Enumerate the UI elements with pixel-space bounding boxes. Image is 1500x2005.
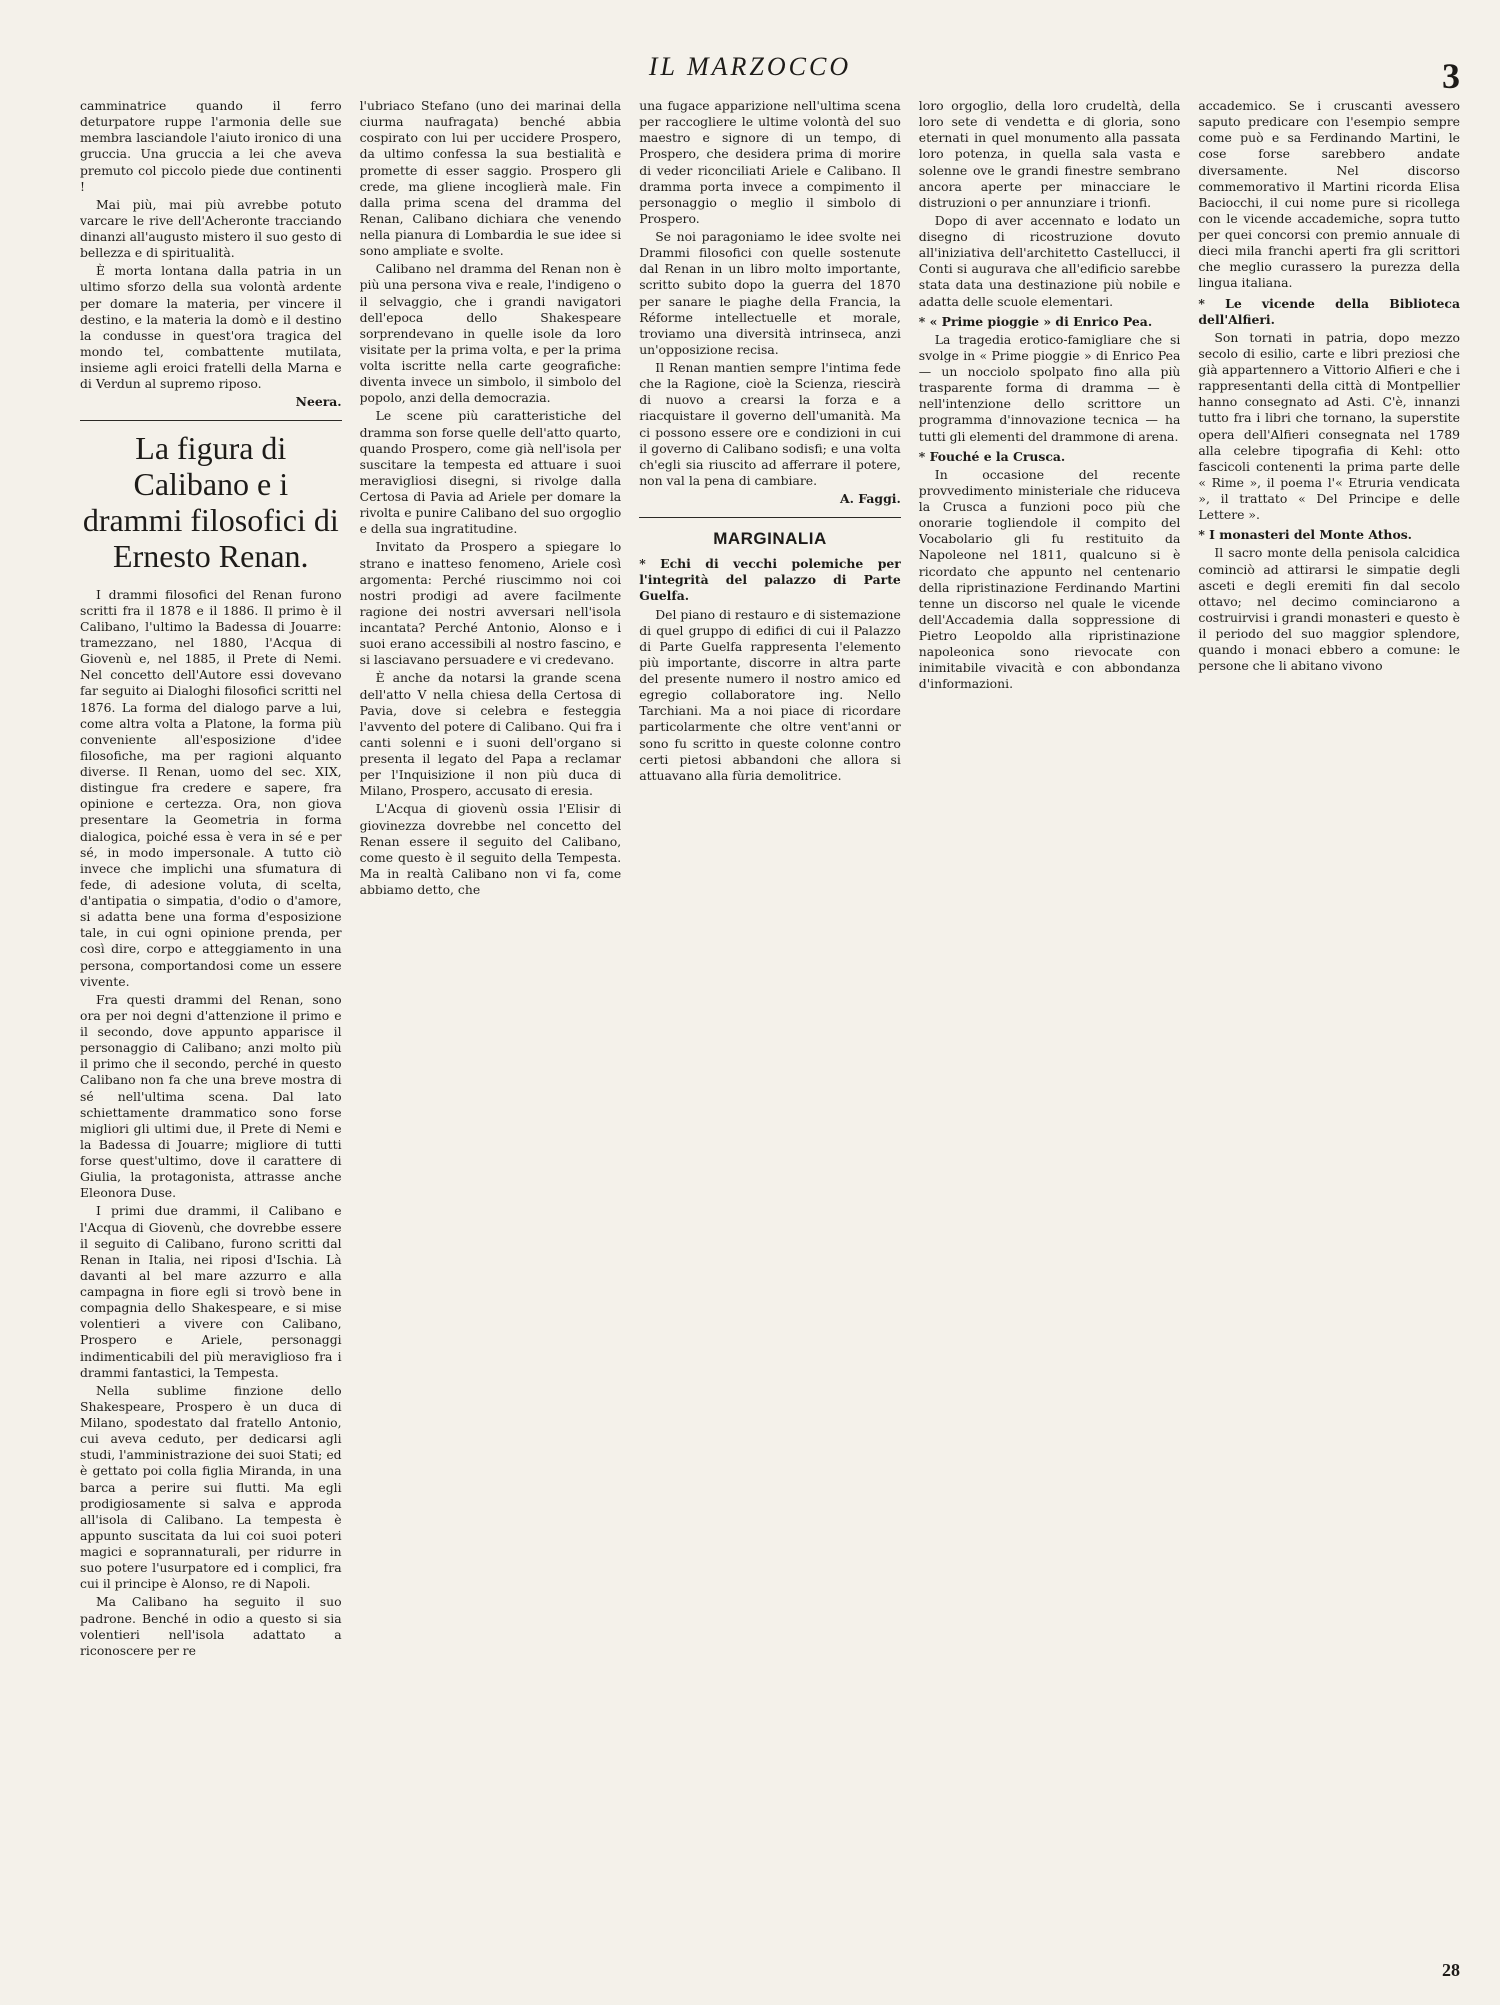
column-4 <box>919 98 1181 1985</box>
author-signature: Neera. <box>295 394 342 410</box>
divider <box>639 517 901 518</box>
page-mark: 28 <box>1442 1960 1460 1980</box>
divider <box>80 420 342 421</box>
author-signature: A. Faggi. <box>840 491 901 506</box>
paragraph: Invitato da Prospero a spiegare lo strano e inatteso fenomeno, Ariele così argomenta: Perché riuscimmo noi coi nostri prodigi ad avere facilmente ragione dei nostri avversari nell'isola incantata? Perché Antonio, Alonso e i suoi erano accessibili al nostro fascino, e si lasciavano persuadere e vi credevano. <box>359 539 622 668</box>
paragraph: Ma Calibano ha seguito il suo padrone. Benché in odio a questo si sia volentieri nell'isola adattato a riconoscere per re <box>80 1594 342 1658</box>
column-2 <box>360 98 622 1985</box>
paragraph: Il Renan mantien sempre l'intima fede che la Ragione, cioè la Scienza, riescirà di nuovo a crearsi la forza e a riacquistare il governo dell'umanità. Ma ci possono essere ore e condizioni in cui il governo di Calibano sodisfi; e una volta ch'egli sia riuscito ad afferrare il potere, non val la pena di cambiare. <box>639 360 901 488</box>
paragraph: camminatrice quando il ferro deturpatore ruppe l'armonia delle sue membra lasciandole l'aiuto ironico di una gruccia. Una gruccia a lei che aveva premuto col piccolo piede due continenti ! <box>80 98 342 194</box>
subheading: * I monasteri del Monte Athos. <box>1198 527 1412 543</box>
column-3 <box>639 98 901 1985</box>
journal-title: IL MARZOCCO <box>648 52 852 81</box>
paragraph: È anche da notarsi la grande scena dell'atto V nella chiesa della Certosa di Pavia, dove si celebra e festeggia l'avvento del potere di Calibano. Qui fra i canti solenni e i suoni dell'organo si presenta il legato del Papa a reclamar per l'Inquisizione il non più duca di Milano, Prospero, accusato di eresia. <box>359 670 622 799</box>
paragraph: L'Acqua di giovenù ossia l'Elisir di giovinezza dovrebbe nel concetto del Renan essere il seguito del Calibano, come questo è il seguito della Tempesta. Ma in realtà Calibano non vi fa, come abbiamo detto, che <box>359 801 622 897</box>
article-title: La figura di Calibano e i drammi filosofici di Ernesto Renan. <box>82 430 339 574</box>
paragraph: Il sacro monte della penisola calcidica cominciò ad attirarsi le simpatie degli asceti e degli eremiti fin dal secolo ottavo; nel decimo cominciarono a costruirvisi i grandi monasteri e questo è il periodo del suo maggior splendore, quando i monaci ebbero a comune: le persone che li abitano vivono <box>1198 545 1460 674</box>
subheading: * Fouché e la Crusca. <box>918 448 1066 464</box>
paragraph: Le scene più caratteristiche del dramma son forse quelle dell'atto quarto, quando Prospero, come già nell'isola per suscitare la tempesta ed attuare i suoi meravigliosi disegni, si rivolge dalla Certosa di Pavia ad Ariele per domare la rivolta e punire Calibano del suo orgoglio e della sua ingratitudine. <box>359 408 622 537</box>
paragraph: Fra questi drammi del Renan, sono ora per noi degni d'attenzione il primo e il secondo, dove appunto apparisce il personaggio di Calibano; anzi molto più il primo che il secondo, perché in questo Calibano non fa che una breve mostra di sé nell'ultima scena. Dal lato schiettamente drammatico sono forse migliori gli ultimi due, il Prete di Nemi e la Badessa di Jouarre; migliore di tutti forse quest'ultimo, dove il carattere di Giulia, la protagonista, attrasse anche Eleonora Duse. <box>80 991 342 1201</box>
column-1 <box>80 98 342 1985</box>
subheading: * Le vicende della Biblioteca dell'Alfieri. <box>1198 295 1460 327</box>
paragraph: In occasione del recente provvedimento ministeriale che riduceva la Crusca a funzioni poco più che onorarie togliendole il compito del Vocabolario gli fu restituito da Napoleone nel 1811, qualcuno si è ricordato che appunto nel centenario della ripristinazione Ferdinando Martini tenne un discorso nel quale le vicende dell'Accademia dalla soppressione di Pietro Leopoldo alla ripristinazione napoleonica sono rievocate con inimitabile vivacità e con abbondanza d'informazioni. <box>918 466 1181 692</box>
paragraph: loro orgoglio, della loro crudeltà, della loro sete di vendetta e di gloria, sono eternati in quel monumento alla passata loro potenza, in quella sala vasta e solenne ove le grandi finestre sembrano ancora aperte per minacciare le distruzioni o per annunziare i trionfi. <box>918 98 1181 210</box>
paragraph: I drammi filosofici del Renan furono scritti fra il 1878 e il 1886. Il primo è il Calibano, l'ultimo la Badessa di Jouarre: tramezzano, nel 1880, l'Acqua di Giovenù e, nel 1885, il Prete di Nemi. Nel concetto dell'Autore essi dovevano far seguito ai Dialoghi filosofici scritti nel 1876. La forma del dialogo parve a lui, come altra volta a Platone, la forma più conveniente all'esposizione d'idee filosofiche, ma per ragioni alquanto diverse. Il Renan, uomo del sec. XIX, distingue fra credere e sapere, fra opinione e certezza. Ora, non giova presentare la Geometria in forma dialogica, poiché essa è vera in sé e per sé, in modo impersonale. A tutto ciò invece che implichi una sfumatura di fede, di adesione voluta, di scelta, d'antipatia o simpatia, d'odio o d'amore, si adatta bene una forma d'esposizione tale, in cui ogni opinione prenda, per così dire, corpo e atteggiamento in una persona, comportandosi come un essere vivente. <box>80 586 342 989</box>
paragraph: Mai più, mai più avrebbe potuto varcare le rive dell'Acheronte tracciando dinanzi all'augusto mistero il suo gesto di bellezza e di spiritualità. <box>80 196 342 261</box>
paragraph: una fugace apparizione nell'ultima scena per raccogliere le ultime volontà del suo maestro e signore di un tempo, di Prospero, che desidera prima di morire di veder riconciliati Ariele e Calibano. Il dramma porta invece a compimento il personaggio o meglio il simbolo di Prospero. <box>639 98 901 226</box>
paragraph: È morta lontana dalla patria in un ultimo sforzo della sua volontà ardente per domare la materia, per vincere il destino, e la materia la domò e il destino la condusse in quest'ora tragica del mondo tel, combattente mutilata, insieme agli eroici fratelli della Marna e di Verdun al supremo riposo. <box>80 263 342 392</box>
paragraph: Dopo di aver accennato e lodato un disegno di ricostruzione dovuto all'iniziativa dell'architetto Castellucci, il Conti si augurava che all'edificio sarebbe stata data una destinazione più nobile e adatta delle scuole elementari. <box>918 212 1181 309</box>
paragraph: Nella sublime finzione dello Shakespeare, Prospero è un duca di Milano, spodestato dal fratello Antonio, cui aveva ceduto, per dedicarsi agli studi, l'amministrazione dei suoi Stati; ed è gettato poi colla figlia Miranda, in una barca a perire sui flutti. Ma egli prodigiosamente si salva e approda all'isola di Calibano. La tempesta è appunto suscitata da lui coi suoi poteri magici e soprannaturali, per ridurre in suo potere l'usurpatore ed i complici, fra cui il principe è Alonso, re di Napoli. <box>80 1382 342 1592</box>
page-header <box>0 0 1500 96</box>
paragraph: Se noi paragoniamo le idee svolte nei Drammi filosofici con quelle sostenute dal Renan in un libro molto importante, scritto subito dopo la guerra del 1870 per sanare le piaghe della Francia, la Réforme intellectuelle et morale, troviamo una diversità intrinseca, anzi un'opposizione recisa. <box>639 229 901 357</box>
paragraph: Del piano di restauro e di sistemazione di quel gruppo di edifici di cui il Palazzo di Parte Guelfa rappresenta l'elemento più importante, discorre in altra parte del presente numero il nostro amico ed egregio collaboratore ing. Nello Tarchiani. Ma a noi piace di ricordare particolarmente che oltre vent'anni or sono fu scritto in queste colonne contro certi pietosi abbandoni che allora si attuavano alla fùria demolitrice. <box>639 606 901 783</box>
paragraph: l'ubriaco Stefano (uno dei marinai della ciurma naufragata) benché abbia cospirato con lui per uccidere Prospero, da ultimo confessa la sua bestialità e promette di esser saggio. Prospero gli crede, ma gliene incoglierà male. Fin dalla prima scena del dramma del Renan, Calibano dichiara che venendo nella pianura di Lombardia le sue idee si sono ampliate e svolte. <box>359 98 622 259</box>
subheading: * Echi di vecchi polemiche per l'integrità del palazzo di Parte Guelfa. <box>639 556 901 604</box>
paragraph: Son tornati in patria, dopo mezzo secolo di esilio, carte e libri preziosi che già appartennero a Vittorio Alfieri e che i rappresentanti della città di Montpellier hanno consegnato ad Asti. C'è, innanzi tutto fra i libri che tornano, la superstite opera dell'Alfieri consegnata nel 1789 alla celebre tipografia di Kehl: otto fascicoli contenenti la prima parte delle « Rime », il poema l'« Etruria vendicata », il trattato « Del Principe e delle Lettere ». <box>1198 329 1460 523</box>
page-number: 3 <box>1442 56 1460 96</box>
article-columns <box>80 98 1460 1985</box>
column-5 <box>1198 98 1460 1985</box>
section-title: MARGINALIA <box>713 529 827 549</box>
paragraph: I primi due drammi, il Calibano e l'Acqua di Giovenù, che dovrebbe essere il seguito di Calibano, furono scritti dal Renan in Italia, nei riposi d'Ischia. Là davanti al bel mare azzurro e alla campagna in fiore egli si trovò bene in compagnia dello Shakespeare, e si mise volentieri a vivere con Calibano, Prospero e Ariele, personaggi indimenticabili del più meraviglioso fra i drammi fantastici, la Tempesta. <box>80 1203 342 1380</box>
subheading: * « Prime pioggie » di Enrico Pea. <box>918 313 1153 329</box>
paragraph: Calibano nel dramma del Renan non è più una persona viva e reale, l'indigeno o il selvaggio, che i grandi navigatori dell'epoca dello Shakespeare sorprendevano in quelle isole da loro visitate per la prima volta, e per la prima volta iscritte nella carte geografiche: diventa invece un simbolo, il simbolo del popolo, anzi della democrazia. <box>359 261 622 406</box>
paragraph: La tragedia erotico-famigliare che si svolge in « Prime pioggie » di Enrico Pea — un nocciolo spolpato fino alla più trasparente forma di dramma — è nell'intenzione dello scrittore un programma d'innovazione tecnica — ha tutti gli elementi del drammone di arena. <box>918 331 1181 444</box>
paragraph: accademico. Se i cruscanti avessero saputo predicare con l'esempio sempre come può e sa Ferdinando Martini, le cose forse sarebbero andate diversamente. Nel discorso commemorativo il Martini ricorda Elisa Baciocchi, il cui nome pure si ricollega con le vicende accademiche, sopra tutto per quei concorsi con premio annuale di dieci mila franchi aperti fra gli scrittori che meglio curassero la purezza della lingua italiana. <box>1198 98 1460 291</box>
